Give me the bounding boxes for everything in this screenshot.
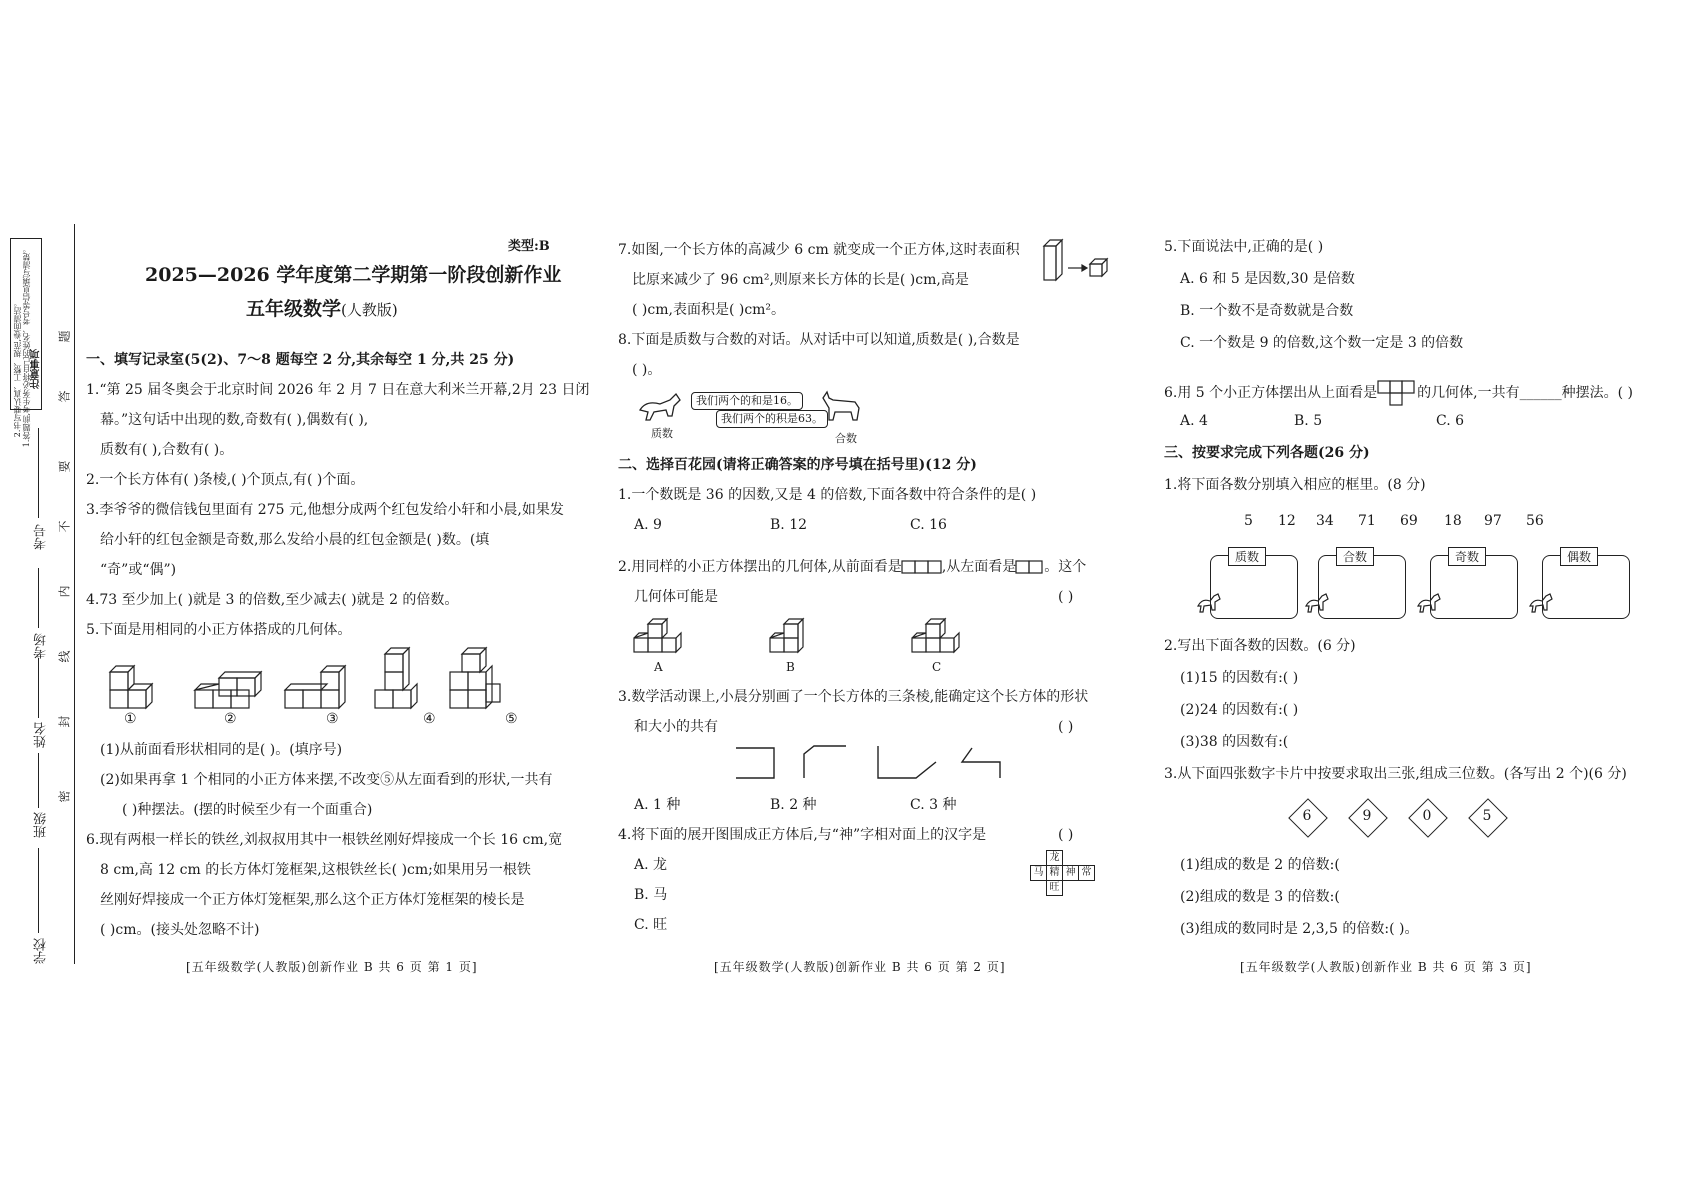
c1: 1.一个数既是 36 的因数,又是 4 的倍数,下面各数中符合条件的是( ) bbox=[618, 487, 1037, 503]
q6-line-4: ( )cm。(接头处忽略不计) bbox=[100, 922, 260, 938]
q8-bubble-1-text: 我们两个的和是16。 bbox=[696, 394, 798, 407]
q3-line-1: 3.李爷爷的微信钱包里面有 275 元,他想分成两个红包发给小轩和小晨,如果发 bbox=[86, 502, 564, 518]
q5-label-3: ③ bbox=[326, 711, 339, 727]
q7-cuboid-figure bbox=[1042, 238, 1108, 284]
section-2-heading: 二、选择百花园(请将正确答案的序号填在括号里)(12 分) bbox=[618, 457, 977, 473]
seal-char: 要 bbox=[57, 460, 72, 473]
cube-figure-4 bbox=[375, 648, 417, 708]
q7-line-2: 比原来减少了 96 cm²,则原来长方体的长是( )cm,高是 bbox=[632, 272, 969, 288]
field-exam-room: 考场 bbox=[34, 633, 49, 659]
q8-line-1: 8.下面是质数与合数的对话。从对话中可以知道,质数是( ),合数是 bbox=[618, 332, 1020, 348]
c1-option-c: C. 16 bbox=[910, 517, 947, 533]
q3-line-2: 给小轩的红包金额是奇数,那么发给小晨的红包金额是( )数。(填 bbox=[100, 532, 490, 548]
p1-number: 69 bbox=[1400, 513, 1418, 529]
number-card-value: 9 bbox=[1362, 808, 1372, 824]
c2-figure-a bbox=[634, 619, 681, 652]
c2-label-b: B bbox=[786, 660, 795, 674]
c4-option-a: A. 龙 bbox=[634, 857, 668, 873]
c6-option-a: A. 4 bbox=[1180, 413, 1208, 429]
q8-prime-label: 质数 bbox=[651, 427, 673, 440]
left-view-icon bbox=[1016, 560, 1044, 574]
number-card-value: 0 bbox=[1422, 808, 1432, 824]
c2-text-c: 。这个 bbox=[1044, 559, 1087, 575]
c5: 5.下面说法中,正确的是( ) bbox=[1164, 239, 1324, 255]
type-label: 类型:B bbox=[508, 239, 550, 254]
p1-number: 34 bbox=[1316, 513, 1334, 529]
section-3-heading: 三、按要求完成下列各题(26 分) bbox=[1164, 445, 1370, 461]
p3-sub-2: (2)组成的数是 3 的倍数:( bbox=[1180, 889, 1340, 905]
p2-sub-2: (2)24 的因数有:( ) bbox=[1180, 702, 1299, 718]
seal-char: 内 bbox=[57, 585, 72, 598]
p2-sub-1: (1)15 的因数有:( ) bbox=[1180, 670, 1299, 686]
c3-line-2: 和大小的共有 bbox=[634, 719, 718, 735]
field-line bbox=[38, 428, 39, 518]
binding-strip bbox=[8, 238, 80, 968]
c2-text-a: 2.用同样的小正方体摆出的几何体,从前面看是 bbox=[618, 559, 902, 575]
p1-number: 56 bbox=[1526, 513, 1544, 529]
c4: 4.将下面的展开图围成正方体后,与“神”字相对面上的汉字是 bbox=[618, 827, 987, 843]
subtitle-edition: (人教版) bbox=[341, 301, 398, 319]
c2-figure-c bbox=[912, 619, 959, 652]
q5: 5.下面是用相同的小正方体搭成的几何体。 bbox=[86, 622, 352, 638]
p1-number: 97 bbox=[1484, 513, 1502, 529]
q3-line-3: “奇”或“偶”) bbox=[100, 562, 177, 578]
p1-number: 5 bbox=[1244, 513, 1253, 529]
c2-figure-b bbox=[770, 619, 803, 652]
notice-line-2: 2.书写要认真、工整、规范,卷面清洁。 bbox=[13, 299, 22, 438]
c6-text-a: 6.用 5 个小正方体摆出从上面看是 bbox=[1164, 385, 1378, 401]
subtitle-main: 五年级数学 bbox=[246, 298, 342, 320]
q6-line-3: 丝刚好焊接成一个正方体灯笼框架,那么这个正方体灯笼框架的棱长是 bbox=[100, 892, 525, 908]
composite-box-label: 合数 bbox=[1336, 547, 1374, 566]
seal-char: 答 bbox=[57, 390, 72, 403]
q2: 2.一个长方体有( )条棱,( )个顶点,有( )个面。 bbox=[86, 472, 365, 488]
c2-line-1 bbox=[618, 558, 1086, 576]
notice-box bbox=[10, 238, 42, 448]
field-line bbox=[38, 848, 39, 933]
p2-sub-3: (3)38 的因数有:( bbox=[1180, 734, 1289, 750]
horse-icon bbox=[1304, 592, 1330, 616]
q8-horse-illustration bbox=[636, 390, 684, 426]
q1-line-3: 质数有( ),合数有( )。 bbox=[100, 442, 234, 458]
field-exam-number: 考号 bbox=[34, 524, 49, 550]
even-box-label: 偶数 bbox=[1560, 547, 1598, 566]
seal-char: 题 bbox=[57, 330, 72, 343]
q8-goat-illustration bbox=[815, 390, 865, 428]
c3-line-1: 3.数学活动课上,小晨分别画了一个长方体的三条棱,能确定这个长方体的形状 bbox=[618, 689, 1089, 705]
page-title: 2025—2026 学年度第二学期第一阶段创新作业 bbox=[145, 264, 562, 286]
q8-bubble-2 bbox=[716, 410, 828, 428]
q7-line-3: ( )cm,表面积是( )cm²。 bbox=[632, 302, 786, 318]
field-line bbox=[38, 568, 39, 628]
q8-composite-label: 合数 bbox=[835, 432, 857, 445]
net-cell: 精 bbox=[1046, 865, 1063, 881]
seal-char: 密 bbox=[57, 790, 72, 803]
field-name: 姓名 bbox=[34, 722, 49, 748]
c5-option-b: B. 一个数不是奇数就是合数 bbox=[1180, 303, 1354, 319]
notice-title: 注意事项 bbox=[31, 349, 42, 389]
front-view-icon bbox=[902, 560, 942, 574]
seal-char: 不 bbox=[57, 520, 72, 533]
q5-sub-2-line-2: ( )种摆法。(摆的时候至少有一个面重合) bbox=[122, 802, 373, 818]
field-school: 学校 bbox=[34, 938, 49, 964]
q5-sub-2-line-1: (2)如果再拿 1 个相同的小正方体来摆,不改变⑤从左面看到的形状,一共有 bbox=[100, 772, 553, 788]
horse-icon bbox=[1416, 592, 1442, 616]
c6-option-b: B. 5 bbox=[1294, 413, 1323, 429]
net-cell: 神 bbox=[1062, 865, 1079, 881]
c3-option-c: C. 3 种 bbox=[910, 797, 957, 813]
c2-label-c: C bbox=[932, 660, 942, 674]
field-class: 班级 bbox=[34, 812, 49, 838]
c4-paren: ( ) bbox=[1058, 827, 1074, 843]
c4-cube-net bbox=[1030, 850, 1094, 908]
q7-line-1: 7.如图,一个长方体的高减少 6 cm 就变成一个正方体,这时表面积 bbox=[618, 242, 1020, 258]
c3-edge-figures bbox=[734, 744, 1004, 784]
c4-option-c: C. 旺 bbox=[634, 917, 668, 933]
net-cell: 龙 bbox=[1046, 850, 1063, 866]
c5-option-a: A. 6 和 5 是因数,30 是倍数 bbox=[1180, 271, 1355, 287]
q8-line-2: ( )。 bbox=[632, 362, 662, 378]
c2-paren: ( ) bbox=[1058, 589, 1074, 605]
c3-paren: ( ) bbox=[1058, 719, 1074, 735]
prime-box-label: 质数 bbox=[1228, 547, 1266, 566]
net-cell: 常 bbox=[1078, 865, 1095, 881]
horse-icon bbox=[1196, 592, 1222, 616]
page-2-footer: [五年级数学(人教版)创新作业 B 共 6 页 第 2 页] bbox=[714, 960, 1006, 974]
c3-option-b: B. 2 种 bbox=[770, 797, 817, 813]
cube-figure-2 bbox=[195, 672, 261, 708]
number-card-value: 5 bbox=[1482, 808, 1492, 824]
c2-label-a: A bbox=[654, 660, 663, 674]
c5-option-c: C. 一个数是 9 的倍数,这个数一定是 3 的倍数 bbox=[1180, 335, 1464, 351]
p3: 3.从下面四张数字卡片中按要求取出三张,组成三位数。(各写出 2 个)(6 分) bbox=[1164, 766, 1627, 782]
p3-sub-1: (1)组成的数是 2 的倍数:( bbox=[1180, 857, 1340, 873]
page-subtitle bbox=[246, 297, 398, 322]
c1-option-a: A. 9 bbox=[634, 517, 662, 533]
c2-line-2: 几何体可能是 bbox=[634, 589, 718, 605]
number-card-value: 6 bbox=[1302, 808, 1312, 824]
cube-figure-5 bbox=[450, 648, 500, 708]
p1-number: 71 bbox=[1358, 513, 1376, 529]
q5-label-4: ④ bbox=[423, 711, 436, 727]
q8-bubble-2-text: 我们两个的积是63。 bbox=[721, 412, 823, 425]
horse-icon bbox=[1528, 592, 1554, 616]
seal-char: 线 bbox=[57, 650, 72, 663]
q8-bubble-1 bbox=[691, 392, 803, 410]
c2-text-b: ,从左面看是 bbox=[941, 559, 1017, 575]
p1-number: 18 bbox=[1444, 513, 1462, 529]
field-line bbox=[38, 658, 39, 718]
section-1-heading: 一、填写记录室(5(2)、7～8 题每空 2 分,其余每空 1 分,共 25 分) bbox=[86, 352, 515, 368]
p1: 1.将下面各数分别填入相应的框里。(8 分) bbox=[1164, 477, 1426, 493]
p1-number: 12 bbox=[1278, 513, 1296, 529]
q5-figures bbox=[100, 650, 550, 720]
c3-option-a: A. 1 种 bbox=[634, 797, 681, 813]
c2-figures bbox=[632, 614, 972, 658]
c6-option-c: C. 6 bbox=[1436, 413, 1465, 429]
cube-figure-1 bbox=[110, 666, 152, 708]
odd-box-label: 奇数 bbox=[1448, 547, 1486, 566]
page-3-footer: [五年级数学(人教版)创新作业 B 共 6 页 第 3 页] bbox=[1240, 960, 1532, 974]
q5-label-5: ⑤ bbox=[505, 711, 518, 727]
field-line bbox=[38, 753, 39, 808]
net-cell: 旺 bbox=[1046, 880, 1063, 896]
binding-line bbox=[74, 224, 75, 964]
c4-option-b: B. 马 bbox=[634, 887, 668, 903]
q4: 4.73 至少加上( )就是 3 的倍数,至少减去( )就是 2 的倍数。 bbox=[86, 592, 459, 608]
cube-figure-3 bbox=[285, 666, 345, 708]
c1-option-b: B. 12 bbox=[770, 517, 808, 533]
q1-line-1: 1.“第 25 届冬奥会于北京时间 2026 年 2 月 7 日在意大利米兰开幕,2月 23 日闭 bbox=[86, 382, 590, 398]
notice-line-1: 1.答题前,考生务必将自己的姓名、考号等信息填写清楚。 bbox=[22, 245, 31, 448]
net-cell: 马 bbox=[1030, 865, 1047, 881]
q5-label-1: ① bbox=[124, 711, 137, 727]
page-1-footer: [五年级数学(人教版)创新作业 B 共 6 页 第 1 页] bbox=[186, 960, 478, 974]
q1-line-2: 幕。”这句话中出现的数,奇数有( ),偶数有( ), bbox=[100, 412, 369, 428]
seal-char: 封 bbox=[57, 715, 72, 728]
c6-line bbox=[1164, 380, 1633, 406]
p3-sub-3: (3)组成的数同时是 2,3,5 的倍数:( )。 bbox=[1180, 921, 1419, 937]
q6-line-2: 8 cm,高 12 cm 的长方体灯笼框架,这根铁丝长( )cm;如果用另一根铁 bbox=[100, 862, 531, 878]
c6-text-b: 的几何体,一共有______种摆法。( ) bbox=[1417, 385, 1633, 401]
q6-line-1: 6.现有两根一样长的铁丝,刘叔叔用其中一根铁丝刚好焊接成一个长 16 cm,宽 bbox=[86, 832, 563, 848]
q5-label-2: ② bbox=[224, 711, 237, 727]
q5-sub-1: (1)从前面看形状相同的是( )。(填序号) bbox=[100, 742, 343, 758]
top-view-icon bbox=[1377, 380, 1417, 406]
p2: 2.写出下面各数的因数。(6 分) bbox=[1164, 638, 1356, 654]
